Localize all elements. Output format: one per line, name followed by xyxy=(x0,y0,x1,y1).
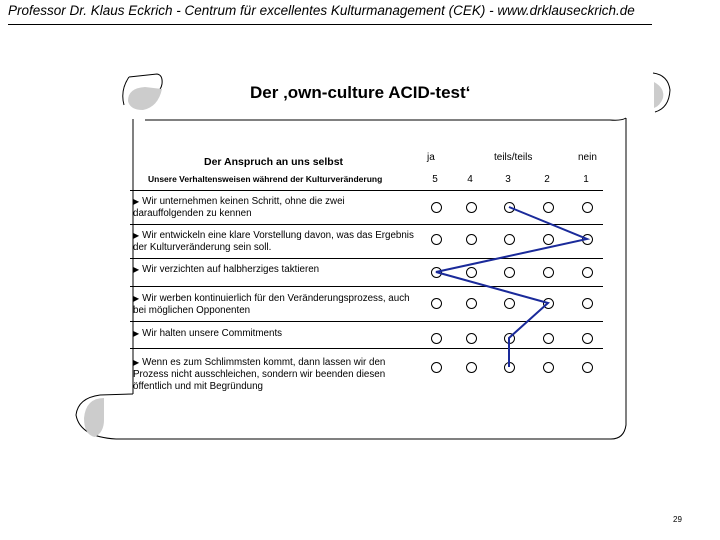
rating-option-4[interactable] xyxy=(466,267,477,278)
rating-option-4[interactable] xyxy=(466,362,477,373)
rating-option-1[interactable] xyxy=(582,267,593,278)
rating-option-5[interactable] xyxy=(431,333,442,344)
statement-text: Wir entwickeln eine klare Vorstellung davon, was das Ergebnis der Kulturveränderung sein soll. xyxy=(133,230,414,253)
page-header: Professor Dr. Klaus Eckrich - Centrum für excellentes Kulturmanagement (CEK) - www.drklauseckrich.de xyxy=(8,3,635,18)
statement-6 xyxy=(133,357,418,393)
slide-title: Der ‚own-culture ACID-test‘ xyxy=(250,83,471,102)
rating-option-4[interactable] xyxy=(466,333,477,344)
column-label-nein: nein xyxy=(578,152,597,163)
rating-option-5[interactable] xyxy=(431,267,442,278)
rating-option-3[interactable] xyxy=(504,298,515,309)
rating-option-4[interactable] xyxy=(466,234,477,245)
scale-number-1: 1 xyxy=(583,174,589,185)
right-triangle-icon: ▶ xyxy=(133,358,140,367)
statement-text: Wir verzichten auf halbherziges taktieren xyxy=(142,264,320,275)
scale-number-2: 2 xyxy=(544,174,550,185)
rating-option-1[interactable] xyxy=(582,333,593,344)
table-divider xyxy=(130,258,603,259)
statement-text: Wenn es zum Schlimmsten kommt, dann lassen wir den Prozess nicht ausschleichen, sondern wir beenden diesen öffentlich und mit Begründung xyxy=(133,357,386,392)
rating-option-3[interactable] xyxy=(504,362,515,373)
rating-option-4[interactable] xyxy=(466,202,477,213)
right-triangle-icon: ▶ xyxy=(133,231,140,240)
statement-5 xyxy=(133,328,418,340)
page-number: 29 xyxy=(673,515,682,524)
rating-option-1[interactable] xyxy=(582,362,593,373)
rating-option-5[interactable] xyxy=(431,234,442,245)
table-divider xyxy=(130,286,603,287)
table-divider xyxy=(130,224,603,225)
rating-option-1[interactable] xyxy=(582,298,593,309)
rating-option-3[interactable] xyxy=(504,267,515,278)
rating-option-4[interactable] xyxy=(466,298,477,309)
table-subheading: Unsere Verhaltensweisen während der Kulturveränderung xyxy=(148,174,383,184)
right-triangle-icon: ▶ xyxy=(133,329,140,338)
rating-option-5[interactable] xyxy=(431,202,442,213)
statement-text: Wir unternehmen keinen Schritt, ohne die zwei darauffolgenden zu kennen xyxy=(133,196,345,219)
scale-number-4: 4 xyxy=(467,174,473,185)
table-divider xyxy=(130,321,603,322)
table-heading: Der Anspruch an uns selbst xyxy=(204,156,344,168)
rating-option-1[interactable] xyxy=(582,202,593,213)
table-divider xyxy=(130,190,603,191)
column-label-ja: ja xyxy=(427,152,435,163)
table-divider xyxy=(130,348,603,349)
scale-number-5: 5 xyxy=(432,174,438,185)
statement-text: Wir halten unsere Commitments xyxy=(142,328,283,339)
rating-option-2[interactable] xyxy=(543,202,554,213)
statement-text: Wir werben kontinuierlich für den Veränderungsprozess, auch bei möglichen Opponenten xyxy=(133,293,410,316)
rating-option-3[interactable] xyxy=(504,333,515,344)
statement-2 xyxy=(133,230,418,254)
right-triangle-icon: ▶ xyxy=(133,294,140,303)
statement-3 xyxy=(133,264,418,276)
rating-option-2[interactable] xyxy=(543,333,554,344)
rating-option-2[interactable] xyxy=(543,298,554,309)
rating-option-2[interactable] xyxy=(543,362,554,373)
rating-option-2[interactable] xyxy=(543,234,554,245)
rating-option-3[interactable] xyxy=(504,202,515,213)
rating-option-2[interactable] xyxy=(543,267,554,278)
right-triangle-icon: ▶ xyxy=(133,265,140,274)
statement-4 xyxy=(133,293,418,317)
rating-option-5[interactable] xyxy=(431,298,442,309)
statement-1 xyxy=(133,196,418,220)
rating-option-1[interactable] xyxy=(582,234,593,245)
right-triangle-icon: ▶ xyxy=(133,197,140,206)
rating-option-3[interactable] xyxy=(504,234,515,245)
scale-number-3: 3 xyxy=(505,174,511,185)
rating-option-5[interactable] xyxy=(431,362,442,373)
column-label-teils: teils/teils xyxy=(494,152,533,163)
